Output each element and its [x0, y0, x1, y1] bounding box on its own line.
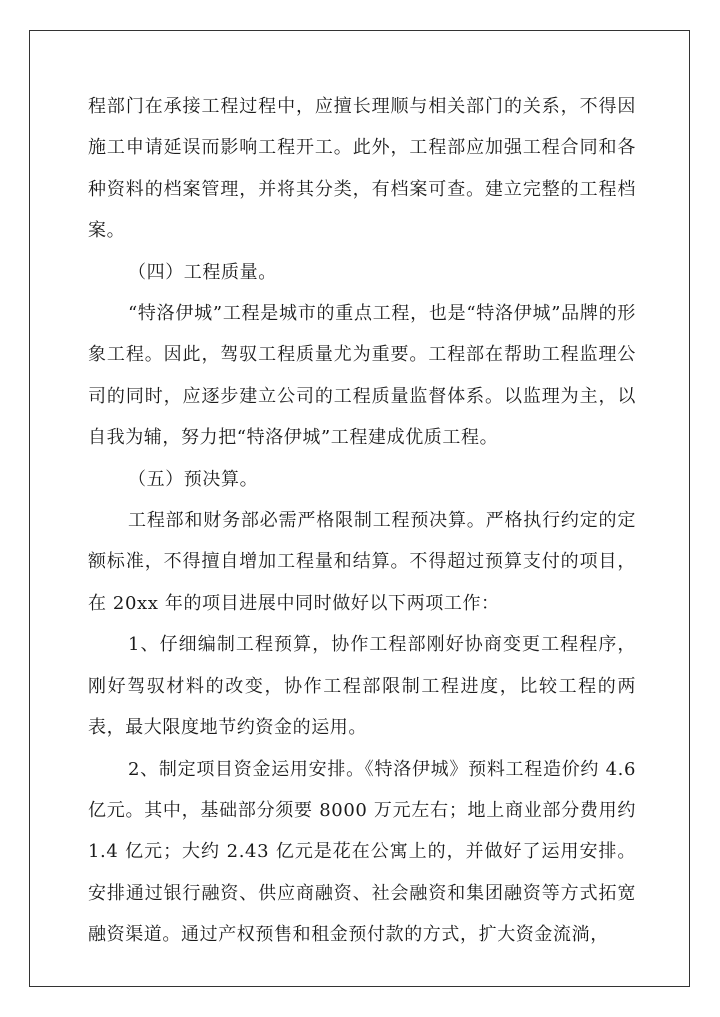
section-heading-budget [88, 459, 636, 500]
text-line: 定额标准，不得擅自增加工程量和结算。不得超过预算支付的项 [88, 510, 636, 573]
text-line: 亿元。其中，基础部分须要 8000 万元左右；地上商业部分费用约 [88, 799, 636, 821]
text-line: 表，最大限度地节约资金的运用。 [88, 717, 367, 739]
text-line: 和各种资料的档案管理，并将其分类，有档案可查。建立完整的 [88, 137, 636, 200]
text-line: 牌的形象工程。因此，驾驭工程质量尤为重要。工程部在帮助工 [88, 303, 636, 366]
section-heading-quality [88, 252, 636, 293]
paragraph-engineering-archive [88, 86, 636, 252]
text-line: 工程档案。 [88, 178, 636, 242]
text-line: 刚好驾驭材料的改变，协作工程部限制工程进度，比较工程的两 [88, 675, 636, 697]
text-line: 宽融资渠道。通过产权预售和租金预付款的方式，扩大资金流淌， [88, 882, 636, 946]
text-line: 2、制定项目资金运用安排。《特洛伊城》预料工程造价约 4.6 [128, 758, 636, 780]
text-line: 程部门在承接工程过程中，应擅长理顺与相关部门的关系，不得 [88, 96, 618, 117]
text-line: 1、仔细编制工程预算，协作工程部刚好协商变更工程程序， [128, 634, 636, 656]
text-line: 安排通过银行融资、供应商融资、社会融资和集团融资等方式拓 [88, 882, 618, 904]
paragraph-budget [88, 500, 636, 624]
heading-text: （四）工程质量。 [128, 261, 277, 283]
text-line: 程监理公司的同时，应逐步建立公司的工程质量监督体系。以监 [88, 344, 636, 407]
text-line: 目，在 20xx 年的项目进展中同时做好以下两项工作： [88, 551, 636, 614]
list-item-2 [88, 749, 636, 956]
text-line: 理为主，以自我为辅，努力把“特洛伊城”工程建成优质工程。 [88, 385, 636, 449]
document-body [88, 86, 636, 956]
text-line: 工程部和财务部必需严格限制工程预决算。严格执行约定的 [128, 510, 618, 532]
text-line: 因施工申请延误而影响工程开工。此外，工程部应加强工程合同 [88, 96, 636, 159]
paragraph-quality [88, 293, 636, 459]
text-line: “特洛伊城”工程是城市的重点工程，也是“特洛伊城”品 [128, 303, 580, 325]
text-line: 1.4 亿元；大约 2.43 亿元是花在公寓上的，并做好了运用安排。 [88, 841, 636, 863]
list-item-1 [88, 624, 636, 748]
heading-text: （五）预决算。 [128, 468, 259, 490]
